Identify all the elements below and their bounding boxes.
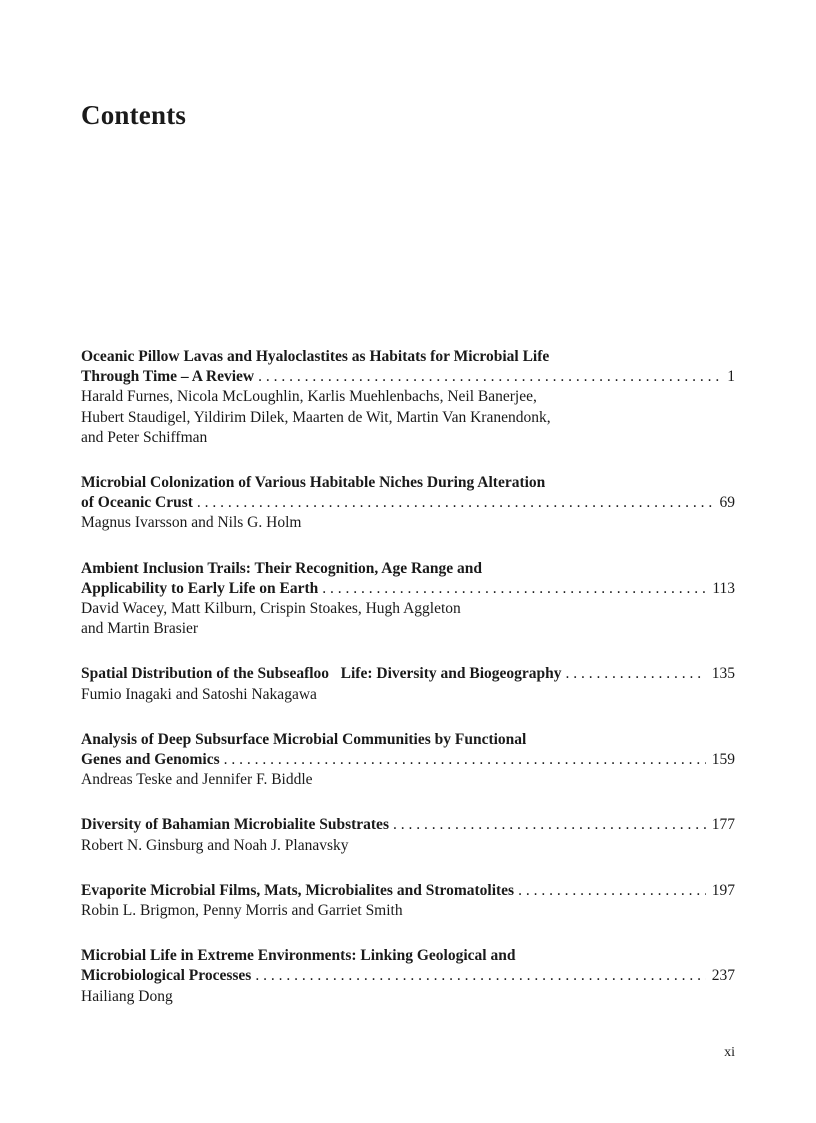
- dot-leader: [322, 579, 706, 599]
- entry-page-number: 159: [711, 751, 735, 769]
- toc-entry[interactable]: [81, 815, 735, 855]
- entry-page-number: 135: [711, 665, 735, 683]
- dot-leader: [566, 664, 706, 684]
- toc-entry[interactable]: [81, 664, 735, 704]
- toc-entry[interactable]: [81, 730, 735, 791]
- entry-page-number: 237: [711, 967, 735, 985]
- entry-title-leader-line: [81, 966, 735, 986]
- entry-page-number: 1: [727, 368, 735, 386]
- entry-authors-line: Harald Furnes, Nicola McLoughlin, Karlis Muehlenbachs, Neil Banerjee,: [81, 388, 537, 406]
- entry-title-line: Evaporite Microbial Films, Mats, Microbialites and Stromatolites: [81, 881, 515, 899]
- entry-authors-line: Magnus Ivarsson and Nils G. Holm: [81, 514, 302, 532]
- entry-authors-line: and Martin Brasier: [81, 620, 199, 638]
- dot-leader: [393, 815, 706, 835]
- entry-authors-line: Hailiang Dong: [81, 987, 173, 1005]
- entry-page-number: 177: [711, 816, 735, 834]
- entry-title-leader-line: [81, 579, 735, 599]
- entry-title-leader-line: [81, 664, 735, 684]
- entry-title-line: of Oceanic Crust: [81, 494, 193, 512]
- page-folio: xi: [724, 1045, 735, 1060]
- entry-title-leader-line: [81, 881, 735, 901]
- entry-title-line: Genes and Genomics: [81, 751, 220, 769]
- dot-leader: [224, 750, 706, 770]
- toc-entry[interactable]: [81, 347, 735, 448]
- entry-page-number: 69: [719, 494, 735, 512]
- entry-authors-line: Fumio Inagaki and Satoshi Nakagawa: [81, 685, 317, 703]
- entry-authors-line: David Wacey, Matt Kilburn, Crispin Stoakes, Hugh Aggleton: [81, 600, 461, 618]
- dot-leader: [258, 367, 721, 387]
- entry-title-line: Microbial Colonization of Various Habitable Niches During Alteration: [81, 474, 546, 492]
- entry-page-number: 197: [711, 881, 735, 899]
- entry-title-line: Analysis of Deep Subsurface Microbial Communities by Functional: [81, 730, 527, 748]
- dot-leader: [197, 493, 714, 513]
- entry-title-leader-line: [81, 367, 735, 387]
- entry-authors-line: Andreas Teske and Jennifer F. Biddle: [81, 771, 313, 789]
- entry-title-line: Through Time – A Review: [81, 368, 255, 386]
- toc-entry[interactable]: [81, 946, 735, 1007]
- entry-page-number: 113: [712, 579, 735, 597]
- entry-authors-line: and Peter Schiffman: [81, 428, 208, 446]
- entry-authors-line: Robert N. Ginsburg and Noah J. Planavsky: [81, 836, 349, 854]
- dot-leader: [518, 881, 706, 901]
- entry-title-line: Microbiological Processes: [81, 967, 252, 985]
- entry-authors-line: Hubert Staudigel, Yildirim Dilek, Maarten de Wit, Martin Van Kranendonk,: [81, 408, 551, 426]
- entry-title-leader-line: [81, 750, 735, 770]
- entry-title-line: Oceanic Pillow Lavas and Hyaloclastites as Habitats for Microbial Life: [81, 348, 550, 365]
- toc-entry[interactable]: [81, 559, 735, 640]
- entry-authors-line: Robin L. Brigmon, Penny Morris and Garriet Smith: [81, 902, 403, 920]
- entry-title-leader-line: [81, 815, 735, 835]
- toc-entry[interactable]: [81, 473, 735, 534]
- entry-title-line: Applicability to Early Life on Earth: [81, 579, 319, 597]
- dot-leader: [255, 966, 705, 986]
- entry-title-line: Ambient Inclusion Trails: Their Recognition, Age Range and: [81, 559, 483, 577]
- entry-title-line: Microbial Life in Extreme Environments: Linking Geological and: [81, 947, 516, 965]
- entry-title-leader-line: [81, 493, 735, 513]
- page-title: Contents: [81, 100, 187, 130]
- table-of-contents: [81, 347, 735, 1032]
- toc-entry[interactable]: [81, 881, 735, 921]
- entry-title-line: Spatial Distribution of the Subseafloo Life: Diversity and Biogeography: [81, 665, 562, 683]
- entry-title-line: Diversity of Bahamian Microbialite Substrates: [81, 816, 389, 834]
